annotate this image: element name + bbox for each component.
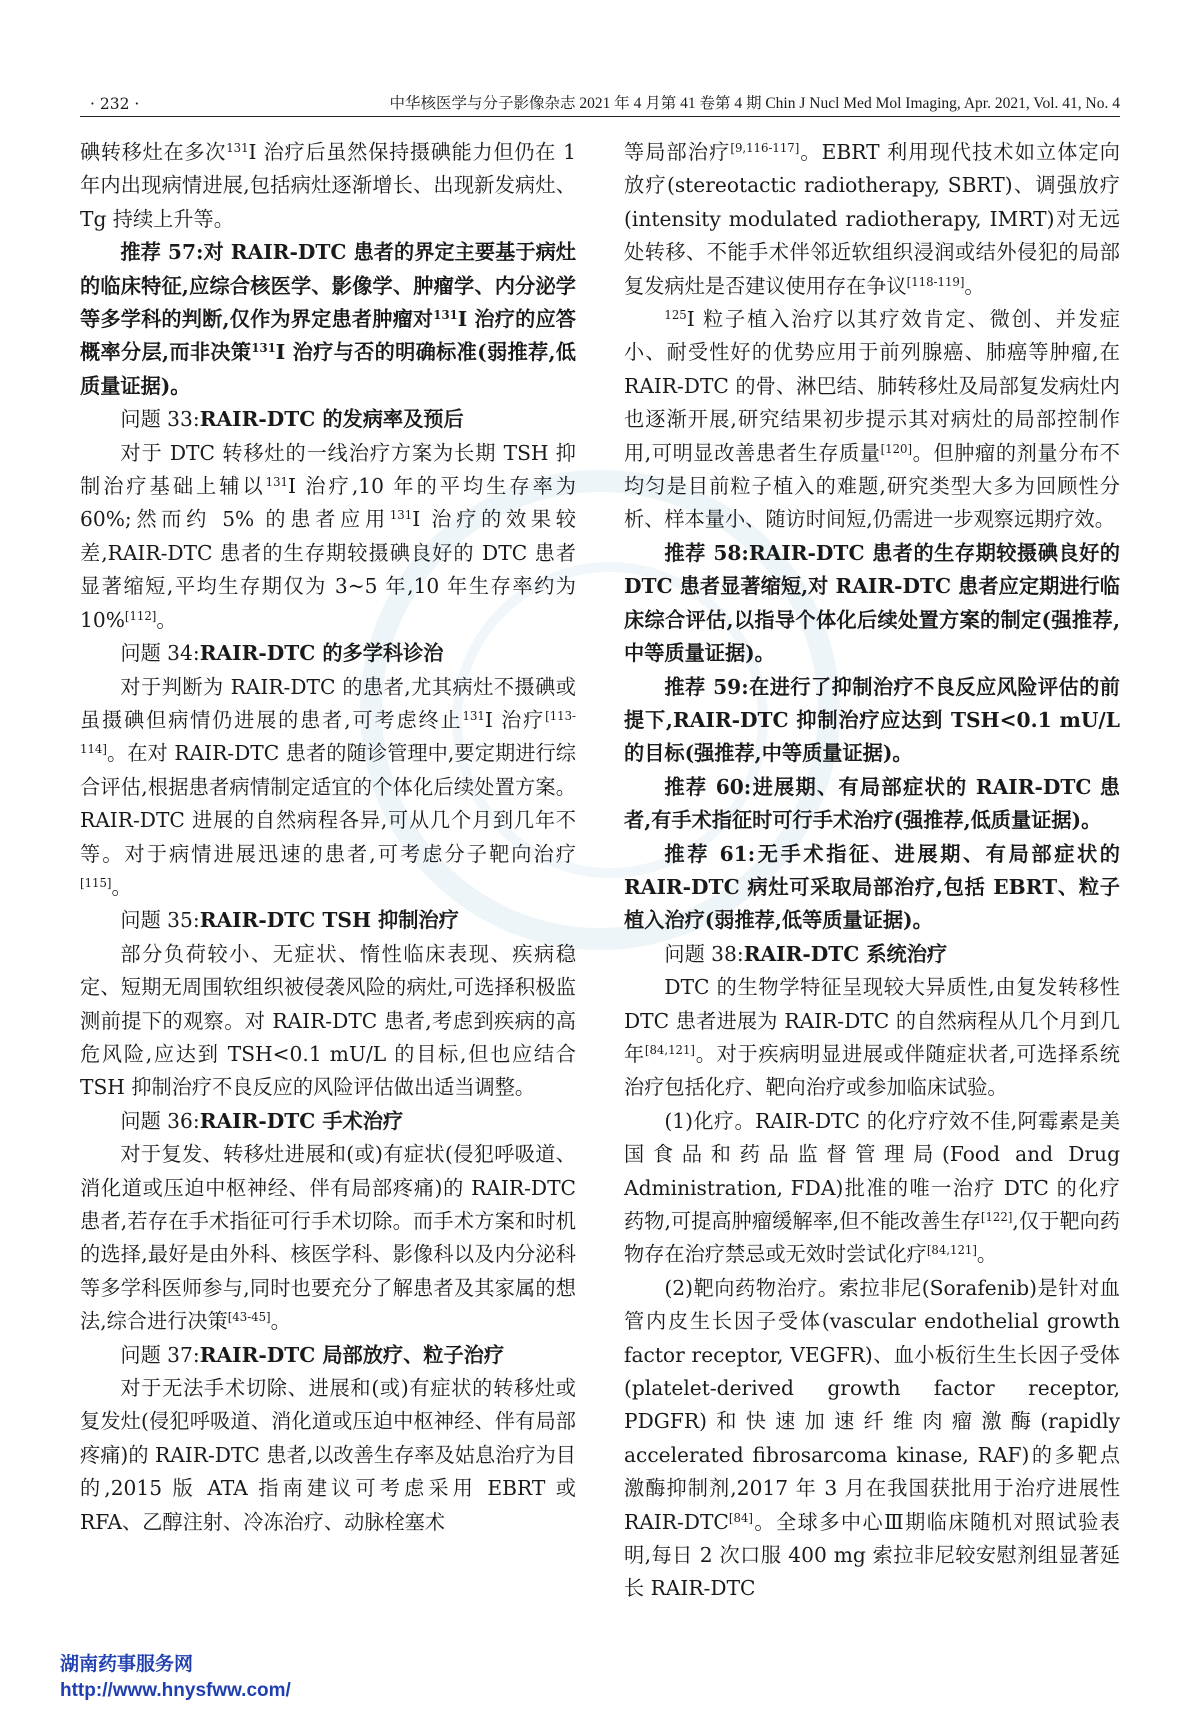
citation: [43-45]	[227, 1309, 271, 1324]
citation: [115]	[80, 875, 112, 890]
question-heading-38: 问题 38:RAIR-DTC 系统治疗	[664, 941, 948, 966]
paragraph: (2)靶向药物治疗。索拉非尼(Sorafenib)是针对血管内皮生长因子受体(vascular endothelial growth factor receptor, VEGFR)、血小板衍生生长因子受体(platelet-derived growth factor receptor, PDGFR)和快速加速纤维肉瘤激酶(rapidly accelerated fibrosarcoma kinase, RAF)的多靶点激酶抑制剂,2017 年 3 月在我国获批用于治疗进展性 RAIR-DTC[84]。全球多中心Ⅲ期临床随机对照试验表明,每日 2 次口服 400 mg 索拉非尼较安慰剂组显著延长 RAIR-DTC	[624, 1275, 1120, 1601]
citation: [9,116-117]	[730, 140, 800, 155]
paragraph: $^{125}$I 粒子植入治疗以其疗效肯定、微创、并发症小、耐受性好的优势应用于前列腺癌、肺癌等肿瘤,在 RAIR-DTC 的骨、淋巴结、肺转移灶及局部复发病灶内也逐渐开展,研究结果初步提示其对病灶的局部控制作用,可明显改善患者生存质量[120]。但肿瘤的剂量分布不均匀是目前粒子植入的难题,研究类型大多为回顾性分析、样本量小、随访时间短,仍需进一步观察远期疗效。	[624, 307, 1120, 532]
question-heading-33: 问题 33:RAIR-DTC 的发病率及预后	[120, 407, 464, 432]
source-footer	[60, 1652, 291, 1704]
citation: [84,121]	[926, 1243, 977, 1258]
paragraph: DTC 的生物学特征呈现较大异质性,由复发转移性 DTC 患者进展为 RAIR-DTC 的自然病程从几个月到几年[84,121]。对于疾病明显进展或伴随症状者,可选择系统治疗包括化疗、靶向治疗或参加临床试验。	[624, 975, 1120, 1100]
paragraph: 碘转移灶在多次$^{131}$I 治疗后虽然保持摄碘能力但仍在 1 年内出现病情进展,包括病灶逐渐增长、出现新发病灶、Tg 持续上升等。	[80, 140, 576, 231]
citation: [120]	[880, 441, 913, 456]
paragraph: 对于判断为 RAIR-DTC 的患者,尤其病灶不摄碘或虽摄碘但病情仍进展的患者,可考虑终止$^{131}$I 治疗[113-114]。在对 RAIR-DTC 患者的随诊管理中,要定期进行综合评估,根据患者病情制定适宜的个体化后续处置方案。RAIR-DTC 进展的自然病程各异,可从几个月到几年不等。对于病情进展迅速的患者,可考虑分子靶向治疗[115]。	[80, 674, 576, 899]
citation: [84,121]	[644, 1042, 695, 1057]
recommendation-58: 推荐 58:RAIR-DTC 患者的生存期较摄碘良好的 DTC 患者显著缩短,对 RAIR-DTC 患者应定期进行临床综合评估,以指导个体化后续处置方案的制定(强推荐,中等质量证据)。	[624, 540, 1120, 666]
page-number: · 232 ·	[90, 95, 140, 113]
citation: [112]	[124, 608, 157, 623]
page-header	[80, 92, 1120, 117]
site-name-link[interactable]: 湖南药事服务网	[60, 1654, 194, 1675]
right-column	[624, 136, 1120, 1606]
citation: [84]	[728, 1510, 753, 1525]
paragraph: 对于复发、转移灶进展和(或)有症状(侵犯呼吸道、消化道或压迫中枢神经、伴有局部疼痛)的 RAIR-DTC 患者,若存在手术指征可行手术切除。而手术方案和时机的选择,最好是由外科、核医学科、影像科以及内分泌科等多学科医师参与,同时也要充分了解患者及其家属的想法,综合进行决策[43-45]。	[80, 1142, 576, 1334]
paragraph: 部分负荷较小、无症状、惰性临床表现、疾病稳定、短期无周围软组织被侵袭风险的病灶,可选择积极监测前提下的观察。对 RAIR-DTC 患者,考虑到疾病的高危风险,应达到 TSH<0.1 mU/L 的目标,但也应结合 TSH 抑制治疗不良反应的风险评估做出适当调整。	[80, 941, 576, 1100]
recommendation-57: 推荐 57:对 RAIR-DTC 患者的界定主要基于病灶的临床特征,应综合核医学、影像学、肿瘤学、内分泌学等多学科的判断,仅作为界定患者肿瘤对$^{131}$I 治疗的应答概率分层,而非决策$^{131}$I 治疗与否的明确标准(弱推荐,低质量证据)。	[80, 240, 576, 398]
paragraph: 对于无法手术切除、进展和(或)有症状的转移灶或复发灶(侵犯呼吸道、消化道或压迫中枢神经、伴有局部疼痛)的 RAIR-DTC 患者,以改善生存率及姑息治疗为目的,2015 版 ATA 指南建议可考虑采用 EBRT 或 RFA、乙醇注射、冷冻治疗、动脉栓塞术	[80, 1376, 576, 1534]
journal-running-title: 中华核医学与分子影像杂志 2021 年 4 月第 41 卷第 4 期 Chin J Nucl Med Mol Imaging, Apr. 2021, Vol. 41, No. 4	[389, 95, 1120, 112]
left-column	[80, 136, 576, 1539]
citation: [118-119]	[906, 274, 965, 289]
recommendation-60: 推荐 60:进展期、有局部症状的 RAIR-DTC 患者,有手术指征时可行手术治疗(强推荐,低质量证据)。	[624, 774, 1120, 833]
paragraph: (1)化疗。RAIR-DTC 的化疗疗效不佳,阿霉素是美国食品和药品监督管理局(Food and Drug Administration, FDA)批准的唯一治疗 DTC 的化疗药物,可提高肿瘤缓解率,但不能改善生存[122],仅于靶向药物存在治疗禁忌或无效时尝试化疗[84,121]。	[624, 1108, 1120, 1267]
question-heading-36: 问题 36:RAIR-DTC 手术治疗	[120, 1108, 404, 1133]
citation: [113-114]	[80, 708, 576, 757]
question-heading-35: 问题 35:RAIR-DTC TSH 抑制治疗	[120, 908, 459, 933]
citation: [122]	[980, 1209, 1013, 1224]
site-url-link[interactable]: http://www.hnysfww.com/	[60, 1680, 291, 1701]
recommendation-59: 推荐 59:在进行了抑制治疗不良反应风险评估的前提下,RAIR-DTC 抑制治疗应达到 TSH<0.1 mU/L 的目标(强推荐,中等质量证据)。	[624, 674, 1120, 766]
paragraph: 对于 DTC 转移灶的一线治疗方案为长期 TSH 抑制治疗基础上辅以$^{131}$I 治疗,10 年的平均生存率为 60%;然而约 5% 的患者应用$^{131}$I 治疗的效果较差,RAIR-DTC 患者的生存期较摄碘良好的 DTC 患者显著缩短,平均生存期仅为 3~5 年,10 年生存率约为 10%[112]。	[80, 440, 576, 632]
question-heading-34: 问题 34:RAIR-DTC 的多学科诊治	[120, 641, 444, 666]
paragraph: 等局部治疗[9,116-117]。EBRT 利用现代技术如立体定向放疗(stereotactic radiotherapy, SBRT)、调强放疗(intensity modulated radiotherapy, IMRT)对无远处转移、不能手术伴邻近软组织浸润或结外侵犯的局部复发病灶是否建议使用存在争议[118-119]。	[624, 140, 1120, 298]
recommendation-61: 推荐 61:无手术指征、进展期、有局部症状的 RAIR-DTC 病灶可采取局部治疗,包括 EBRT、粒子植入治疗(弱推荐,低等质量证据)。	[624, 841, 1120, 933]
question-heading-37: 问题 37:RAIR-DTC 局部放疗、粒子治疗	[120, 1342, 505, 1367]
